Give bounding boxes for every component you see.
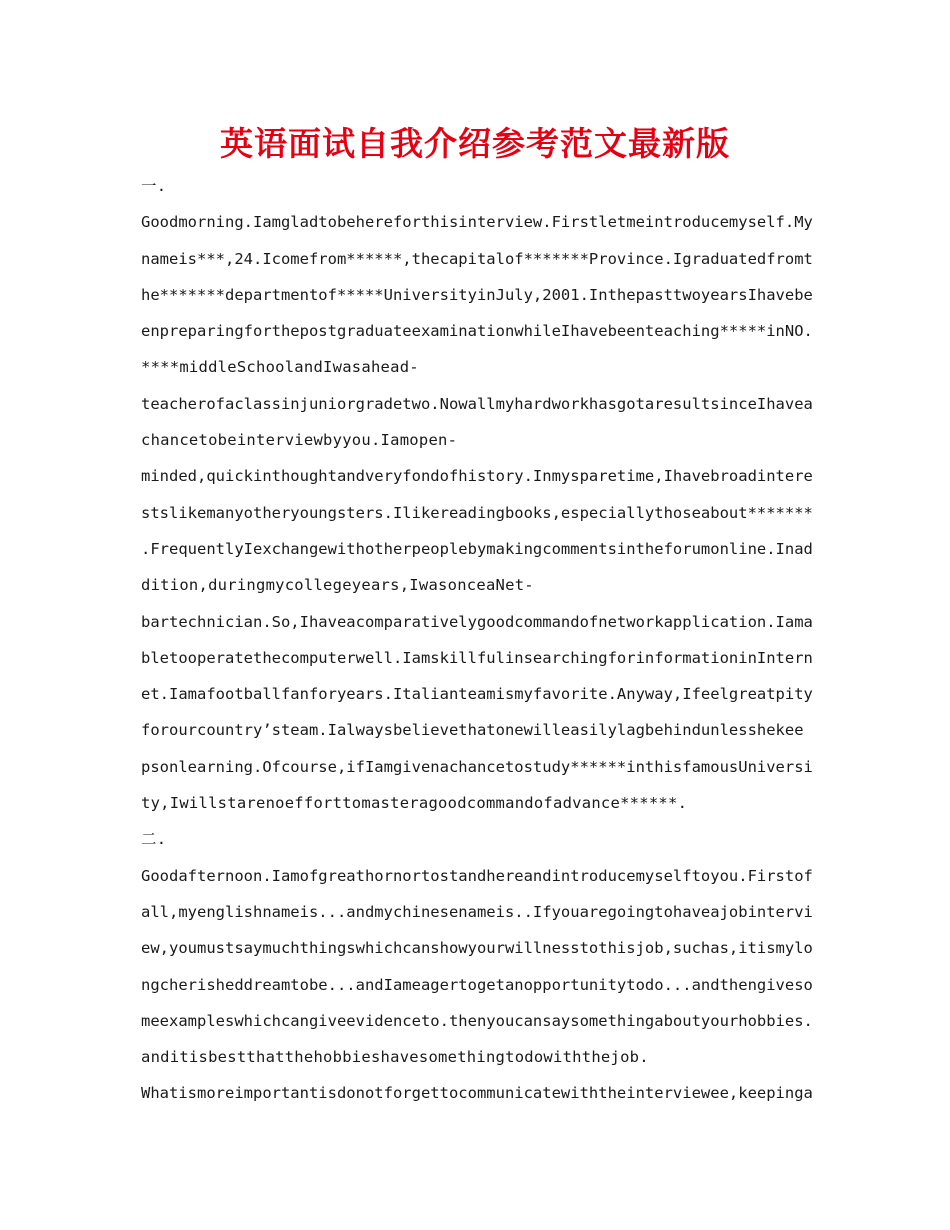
text-line: 二. [141,830,167,849]
document-title: 英语面试自我介绍参考范文最新版 [220,124,730,163]
text-line: Goodmorning.Iamgladtobehereforthisinterview.Firstletmeintroducemyself.My [141,213,813,232]
text-line: .FrequentlyIexchangewithotherpeoplebymakingcommentsintheforumonline.Inad [141,539,813,558]
text-line: anditisbestthatthehobbieshavesomethingtodowiththejob. [141,1048,649,1067]
text-line: he*******departmentof*****UniversityinJuly,2001.InthepasttwoyearsIhavebe [141,285,813,304]
text-line: bletooperatethecomputerwell.IamskillfulinsearchingforinformationinIntern [141,648,813,667]
text-line: chancetobeinterviewbyyou.Iamopen- [141,431,458,450]
text-line: forourcountry’steam.Ialwaysbelievethatonewilleasilylagbehindunlesshekee [141,721,804,740]
text-line: minded,quickinthoughtandveryfondofhistory.Inmysparetime,Ihavebroadintere [141,467,813,486]
text-line: all,myenglishnameis...andmychinesenameis..Ifyouaregoingtohaveajobintervi [141,902,813,921]
text-line: bartechnician.So,Ihaveacomparativelygoodcommandofnetworkapplication.Iama [141,612,813,631]
text-line: ngcherisheddreamtobe...andIameagertogetanopportunitytodo...andthengiveso [141,975,813,994]
text-line: 一. [141,177,167,195]
document-body [141,168,813,1112]
text-line: psonlearning.Ofcourse,ifIamgivenachancetostudy******inthisfamousUniversi [141,757,813,776]
text-line: enpreparingforthepostgraduateexaminationwhileIhavebeenteaching*****inNO. [141,322,813,341]
text-line: dition,duringmycollegeyears,IwasonceaNet- [141,576,534,595]
text-line: ty,Iwillstarenoefforttomasteragoodcommandofadvance******. [141,794,688,813]
text-line: et.Iamafootballfanforyears.Italianteamismyfavorite.Anyway,Ifeelgreatpity [141,685,813,704]
text-line: stslikemanyotheryoungsters.Ilikereadingbooks,especiallythoseabout******* [141,503,813,522]
text-line: Whatismoreimportantisdonotforgettocommunicatewiththeinterviewee,keepinga [141,1084,813,1103]
text-line: meexampleswhichcangiveevidenceto.thenyoucansaysomethingaboutyourhobbies. [141,1011,813,1030]
text-line: ****middleSchoolandIwasahead- [141,358,419,377]
text-line: teacherofaclassinjuniorgradetwo.NowallmyhardworkhasgotaresultsinceIhavea [141,394,813,413]
text-line: ew,youmustsaymuchthingswhichcanshowyourwillnesstothisjob,suchas,itismylo [141,939,813,958]
text-line: Goodafternoon.Iamofgreathornortostandhereandintroducemyselftoyou.Firstof [141,866,813,885]
text-line: nameis***,24.Icomefrom******,thecapitalof*******Province.Igraduatedfromt [141,249,813,268]
